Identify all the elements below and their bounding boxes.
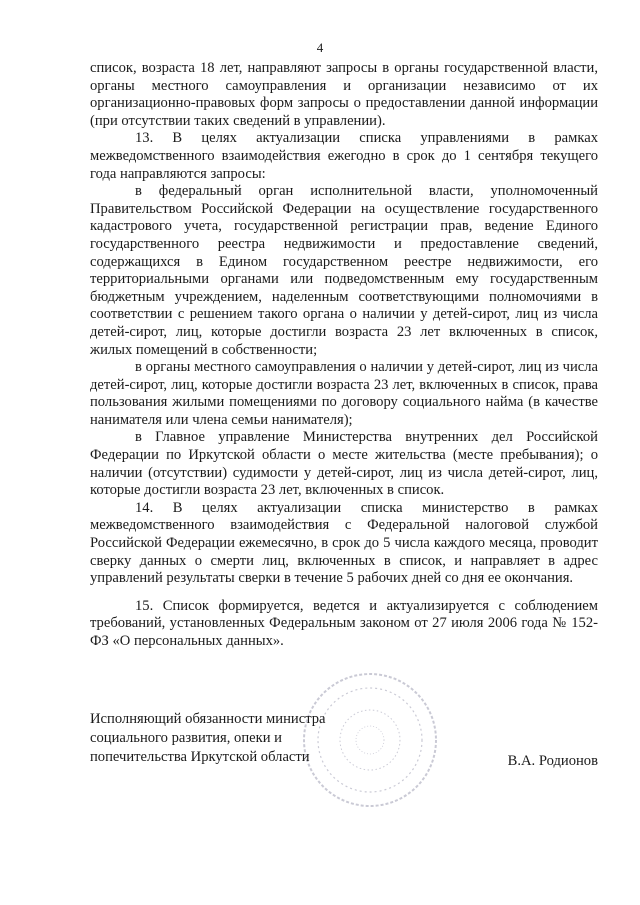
- paragraph-request-local-government: в органы местного самоуправления о наличии у детей-сирот, лиц из числа детей-сирот, лиц, которые достигли возраста 23 лет, включенных в список, права пользования жилыми помещениями по договору социального найма (в качестве нанимателя или члена семьи нанимателя);: [90, 359, 598, 428]
- signatory-position-line: попечительства Иркутской области: [90, 749, 310, 765]
- signatory-name: В.А. Родионов: [507, 753, 598, 769]
- paragraph-15: 15. Список формируется, ведется и актуализируется с соблюдением требований, установленных Федеральным законом от 27 июля 2006 года № 152-ФЗ «О персональных данных».: [90, 597, 598, 649]
- paragraph-13: 13. В целях актуализации списка управлениями в рамках межведомственного взаимодействия ежегодно в срок до 1 сентября текущего года направляются запросы:: [90, 130, 598, 182]
- paragraph-14: 14. В целях актуализации списка министерство в рамках межведомственного взаимодействия с Федеральной налоговой службой Российской Федерации ежемесячно, в срок до 5 числа каждого месяца, проводит сверку данных о смерти лиц, включенных в список, и направляет в адрес управлений результаты сверки в течение 5 рабочих дней со дня ее окончания.: [90, 499, 598, 587]
- page-number: 4: [316, 40, 324, 55]
- paragraph-request-mvd: в Главное управление Министерства внутренних дел Российской Федерации по Иркутской области о месте жительства (месте пребывания); о наличии (отсутствии) судимости у детей-сирот, лиц из числа детей-сирот, лиц, которые достигли возраста 23 лет, включенных в список.: [90, 429, 598, 499]
- paragraph-continuation: список, возраста 18 лет, направляют запросы в органы государственной власти, органы местного самоуправления и организации независимо от их организационно-правовых форм запросы о предоставлении данной информации (при отсутствии таких сведений в управлении).: [90, 60, 598, 129]
- paragraph-request-rosreestr: в федеральный орган исполнительной власти, уполномоченный Правительством Российской Федерации на осуществление государственного кадастрового учета, государственной регистрации прав, ведение Единого государственного реестра недвижимости и предоставление сведений, содержащихся в Едином государственном реестре недвижимости, его территориальными органами или подведомственным ему государственным бюджетным учреждением, наделенным соответствующими полномочиями в соответствии с решением такого органа о наличии у детей-сирот, лиц из числа детей-сирот, лиц, которые достигли возраста 23 лет включенных в список, жилых помещений в собственности;: [90, 183, 598, 358]
- document-body: [90, 60, 598, 651]
- signatory-position-line: Исполняющий обязанности министра: [90, 711, 326, 727]
- signatory-position: [90, 710, 390, 767]
- signatory-position-line: социального развития, опеки и: [90, 730, 282, 746]
